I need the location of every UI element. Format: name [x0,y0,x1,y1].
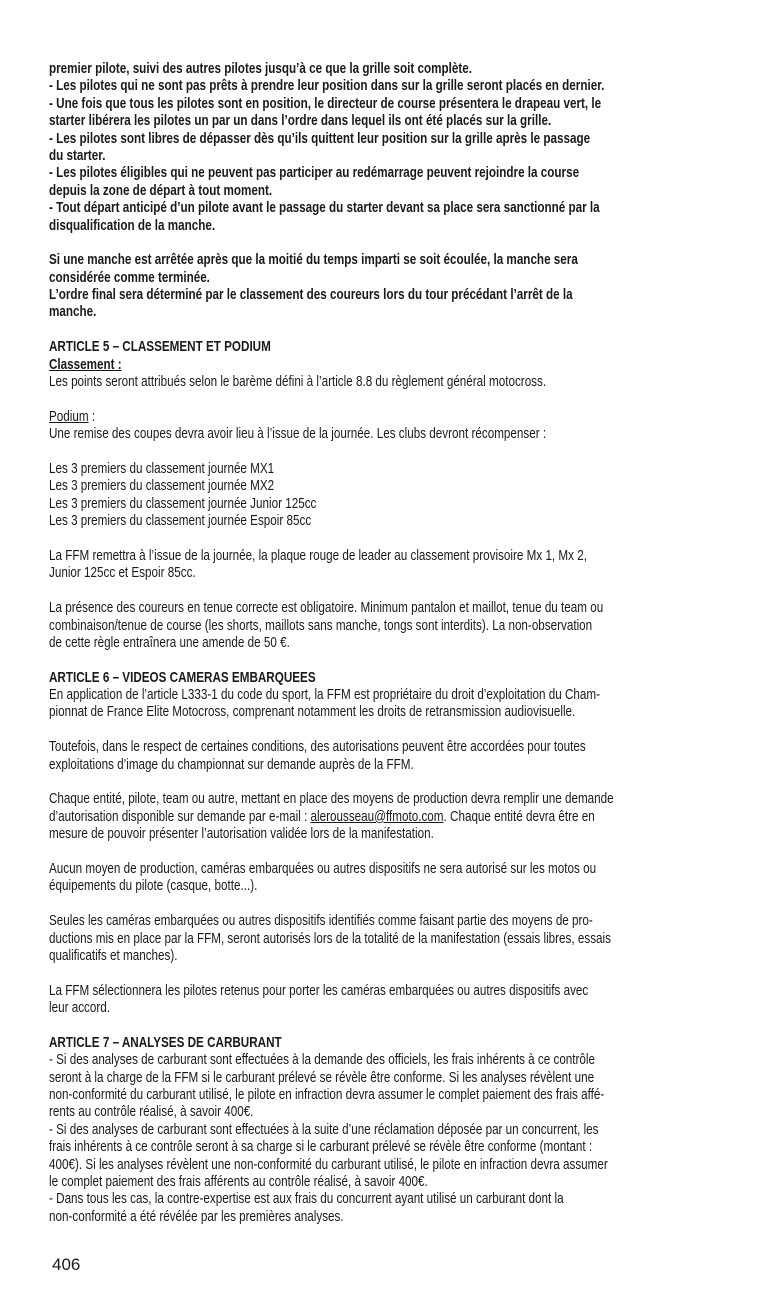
text-line: premier pilote, suivi des autres pilotes jusqu’à ce que la grille soit complète. [49,61,473,77]
classement-text: Les points seront attribués selon le barème défini à l’article 8.8 du règlement général motocross. [49,374,547,391]
article-7-section [49,1035,699,1226]
text-line: L’ordre final sera déterminé par le classement des coureurs lors du tour précédant l’arrêt de la [49,287,573,304]
text-line: rents au contrôle réalisé, à savoir 400€. [49,1104,254,1121]
podium-list-item: Les 3 premiers du classement journée MX1 [49,460,275,477]
text-line: - Si des analyses de carburant sont effectuées à la demande des officiels, les frais inhérents à ce contrôle [49,1052,596,1069]
page-number: 406 [52,1255,81,1274]
podium-list [49,461,699,531]
text-line: exploitations d’image du championnat sur demande auprès de la FFM. [49,756,414,773]
spacer [49,774,699,791]
podium-colon: : [88,408,96,425]
text-fragment: . Chaque entité devra être en [443,808,595,825]
text-line: Chaque entité, pilote, team ou autre, mettant en place des moyens de production devra remplir une demande [49,791,614,808]
spacer [49,583,699,600]
spacer [49,722,699,739]
text-line: le complet paiement des frais afférents au contrôle réalisé, à savoir 400€. [49,1174,428,1190]
spacer [49,444,699,461]
text-fragment: d’autorisation disponible sur demande par e-mail : [49,808,311,825]
podium-label: Podium [49,408,89,425]
text-line: 400€). Si les analyses révèlent une non-conformité du carburant utilisé, le pilote en infraction devra assumer [49,1156,608,1173]
text-line: non-conformité du carburant utilisé, le pilote en infraction devra assumer le complet paiement des frais affé- [49,1087,605,1104]
spacer [49,844,699,861]
spacer [49,391,699,408]
text-line: Toutefois, dans le respect de certaines conditions, des autorisations peuvent être accordées pour toutes [49,739,586,756]
spacer [49,965,699,982]
text-line: - Dans tous les cas, la contre-expertise est aux frais du concurrent ayant utilisé un carburant dont la [49,1191,564,1208]
text-line: manche. [49,304,97,321]
podium-list-item: Les 3 premiers du classement journée MX2 [49,478,275,495]
text-line: qualificatifs et manches). [49,947,178,964]
text-line: pionnat de France Elite Motocross, comprenant notamment les droits de retransmission audiovisuelle. [49,704,576,721]
text-line: starter libérera les pilotes un par un dans l’ordre dans lequel ils ont été placés sur la grille. [49,113,552,130]
text-line: combinaison/tenue de course (les shorts, maillots sans manche, tongs sont interdits). La non-observation [49,617,593,634]
text-line: disqualification de la manche. [49,217,216,234]
text-line: - Une fois que tous les pilotes sont en position, le directeur de course présentera le drapeau vert, le [49,95,602,112]
race-stop-section [49,252,699,322]
text-line: de cette règle entraînera une amende de 50 €. [49,634,290,651]
text-line: - Les pilotes sont libres de dépasser dès qu’ils quittent leur position sur la grille après le passage [49,130,591,147]
text-line: seront à la charge de la FFM si le carburant prélevé se révèle être conforme. Si les analyses révèlent une [49,1069,595,1086]
text-line: frais inhérents à ce contrôle seront à sa charge si le carburant prélevé se révèle être conforme (montant : [49,1139,593,1156]
document-page [49,61,699,1226]
text-line: Aucun moyen de production, caméras embarquées ou autres dispositifs ne sera autorisé sur les motos ou [49,860,597,877]
article-6-section [49,670,699,1018]
spacer [49,322,699,339]
text-line: Seules les caméras embarquées ou autres dispositifs identifiés comme faisant partie des moyens de pro- [49,913,593,930]
text-line: ductions mis en place par la FFM, seront autorisés lors de la totalité de la manifestation (essais libres, essais [49,930,611,947]
spacer [49,652,699,669]
text-line: mesure de pouvoir présenter l’autorisation validée lors de la manifestation. [49,826,434,843]
text-line: Si une manche est arrêtée après que la moitié du temps imparti se soit écoulée, la manche sera [49,252,578,269]
article-7-heading: ARTICLE 7 – ANALYSES DE CARBURANT [49,1034,282,1051]
article-5-section [49,339,699,652]
article-6-heading: ARTICLE 6 – VIDEOS CAMERAS EMBARQUEES [49,669,316,686]
grid-rules-section [49,61,699,235]
email-link[interactable]: alerousseau@ffmoto.com [310,808,444,825]
text-line: - Les pilotes éligibles qui ne peuvent pas participer au redémarrage peuvent rejoindre la course [49,165,580,182]
classement-label: Classement : [49,356,122,373]
podium-list-item: Les 3 premiers du classement journée Espoir 85cc [49,513,312,530]
podium-subheading [49,409,699,426]
podium-list-item: Les 3 premiers du classement journée Junior 125cc [49,495,317,512]
spacer [49,896,699,913]
text-line: du starter. [49,147,106,164]
text-line: considérée comme terminée. [49,269,210,286]
text-line: depuis la zone de départ à tout moment. [49,182,273,199]
classement-subheading [49,357,699,374]
article-5-heading: ARTICLE 5 – CLASSEMENT ET PODIUM [49,339,271,356]
spacer [49,1017,699,1034]
text-line: - Si des analyses de carburant sont effectuées à la suite d’une réclamation déposée par un concurrent, les [49,1121,599,1138]
text-line: équipements du pilote (casque, botte...). [49,878,258,895]
podium-text: Une remise des coupes devra avoir lieu à l’issue de la journée. Les clubs devront récompenser : [49,426,547,443]
spacer [49,531,699,548]
text-line: - Les pilotes qui ne sont pas prêts à prendre leur position dans sur la grille seront placés en dernier. [49,78,605,95]
text-line: leur accord. [49,1000,110,1017]
text-line: En application de l’article L333-1 du code du sport, la FFM est propriétaire du droit d’exploitation du Cham- [49,687,600,704]
text-line: La présence des coureurs en tenue correcte est obligatoire. Minimum pantalon et maillot, tenue du team ou [49,600,604,617]
text-line: non-conformité a été révélée par les premières analyses. [49,1208,344,1225]
text-line: Junior 125cc et Espoir 85cc. [49,565,196,582]
text-line: La FFM sélectionnera les pilotes retenus pour porter les caméras embarquées ou autres dispositifs avec [49,982,589,999]
text-line [49,809,699,826]
spacer [49,235,699,252]
text-line: - Tout départ anticipé d’un pilote avant le passage du starter devant sa place sera sanctionné par la [49,200,600,217]
text-line: La FFM remettra à l’issue de la journée, la plaque rouge de leader au classement provisoire Mx 1, Mx 2, [49,547,587,564]
